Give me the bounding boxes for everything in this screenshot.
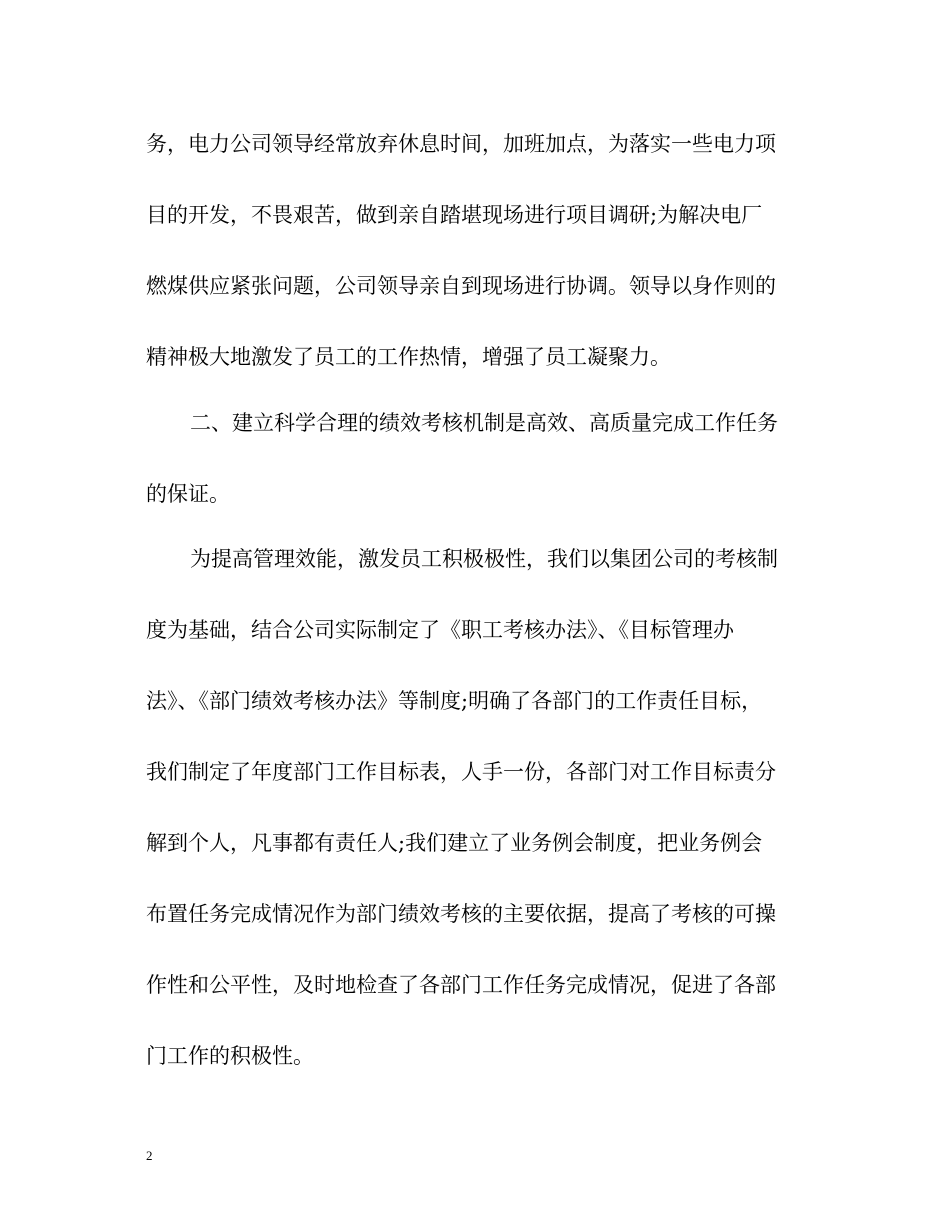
paragraph-line-2: 度为基础，结合公司实际制定了《职工考核办法》、《目标管理办 — [146, 618, 734, 642]
page-number: 2 — [146, 1148, 153, 1163]
paragraph-line-7: 作性和公平性，及时地检查了各部门工作任务完成情况，促进了各部 — [146, 973, 776, 997]
section-heading-continued: 的保证。 — [146, 482, 230, 506]
paragraph-line-5: 解到个人，凡事都有责任人;我们建立了业务例会制度，把业务例会 — [146, 831, 763, 855]
text-line-1: 务，电力公司领导经常放弃休息时间，加班加点，为落实一些电力项 — [146, 132, 776, 156]
paragraph-line-3: 法》、《部门绩效考核办法》等制度;明确了各部门的工作责任目标， — [146, 689, 763, 713]
paragraph-line-4: 我们制定了年度部门工作目标表，人手一份，各部门对工作目标责分 — [146, 760, 776, 784]
section-heading: 二、建立科学合理的绩效考核机制是高效、高质量完成工作任务 — [190, 411, 778, 435]
paragraph-line-8: 门工作的积极性。 — [146, 1044, 314, 1068]
text-line-3: 燃煤供应紧张问题，公司领导亲自到现场进行协调。领导以身作则的 — [146, 274, 776, 298]
text-line-2: 目的开发，不畏艰苦，做到亲自踏堪现场进行项目调研;为解决电厂 — [146, 203, 763, 227]
paragraph-line-6: 布置任务完成情况作为部门绩效考核的主要依据，提高了考核的可操 — [146, 902, 776, 926]
text-line-4: 精神极大地激发了员工的工作热情，增强了员工凝聚力。 — [146, 345, 671, 369]
paragraph-line-1: 为提高管理效能，激发员工积极极性，我们以集团公司的考核制 — [190, 547, 778, 571]
